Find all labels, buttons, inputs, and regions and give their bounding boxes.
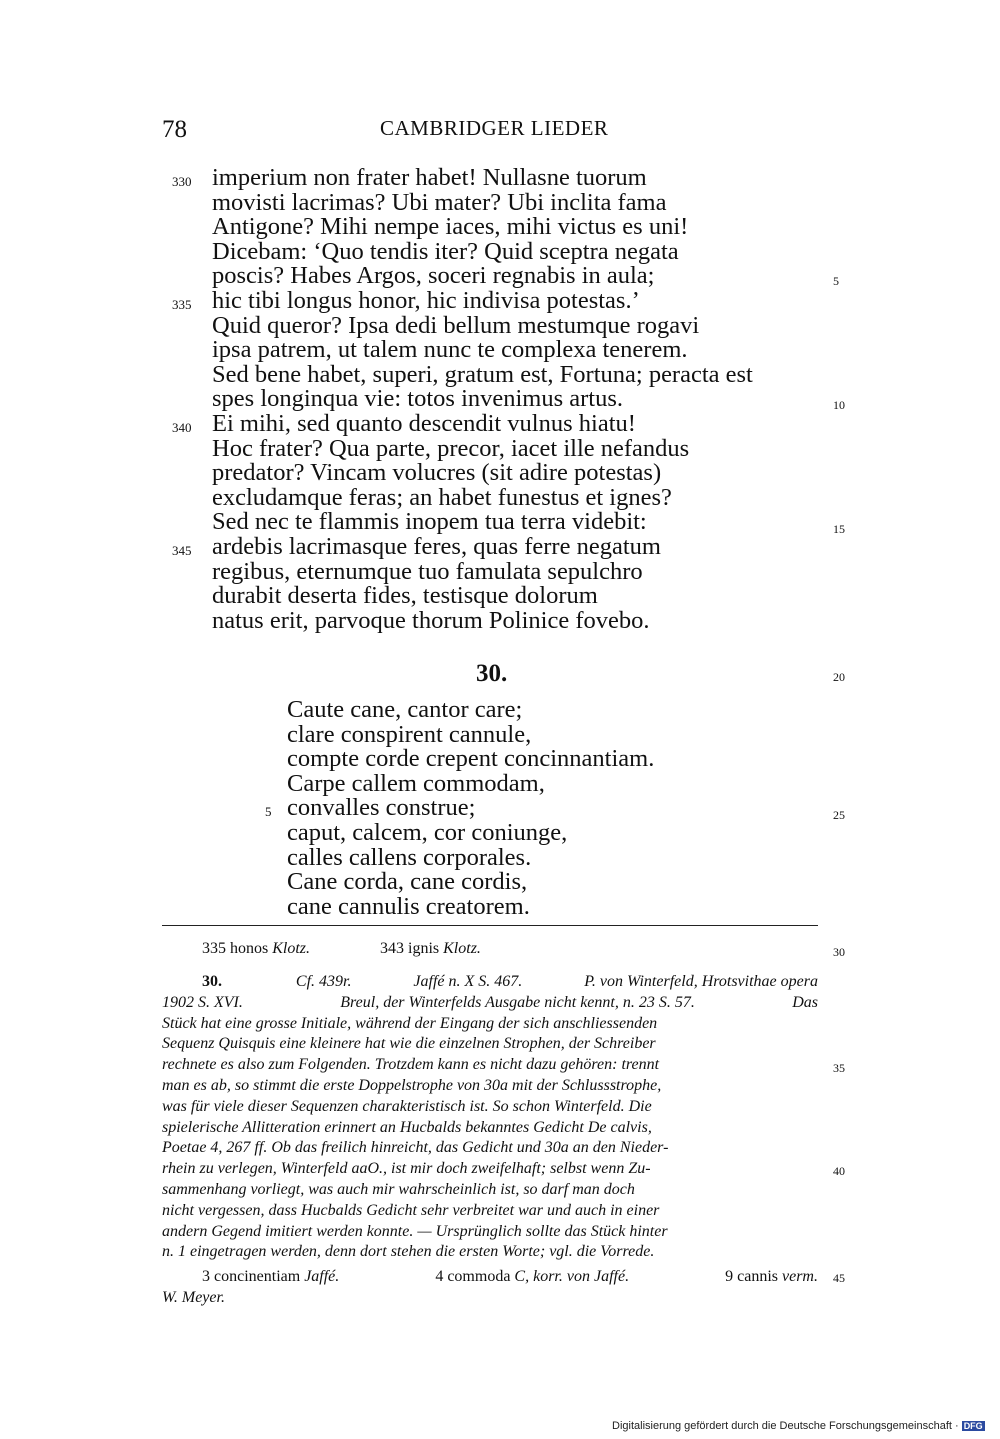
commentary-line: Sequenz Quisquis eine kleinere hat wie die einzelnen Strophen, der Schreiber	[162, 1035, 656, 1053]
margin-number: 25	[833, 808, 845, 822]
verse-line: caput, calcem, cor coniunge,	[287, 818, 568, 846]
verse-line: excludamque feras; an habet funestus et ignes?	[212, 483, 672, 511]
verse-line: clare conspirent cannule,	[287, 720, 532, 748]
verse-line: spes longinqua vie: totos invenimus artus.	[212, 385, 624, 413]
margin-number: 10	[833, 398, 845, 412]
verse-line: compte corde crepent concinnantiam.	[287, 745, 655, 773]
verse-line: Quid queror? Ipsa dedi bellum mestumque rogavi	[212, 311, 700, 339]
verse-line: 345 ardebis lacrimasque feres, quas ferre negatum	[212, 535, 753, 560]
margin-number: 45	[833, 1271, 845, 1285]
margin-number: 40	[833, 1164, 845, 1178]
margin-number: 20	[833, 670, 845, 684]
verse-number: 5	[265, 804, 272, 820]
critical-notes: 3 concinentiam Jaffé. 4 commoda C, korr. von Jaffé. 9 cannis verm. W. Meyer.	[162, 1268, 818, 1306]
poem-29	[172, 164, 753, 634]
verse-line: regibus, eternumque tuo famulata sepulchro	[212, 557, 643, 585]
commentary-line: 1902 S. XVI. Breul, der Winterfelds Ausgabe nicht kennt, n. 23 S. 57. Das	[162, 993, 818, 1011]
verse-line: ipsa patrem, ut talem nunc te complexa tenerem.	[212, 336, 688, 364]
commentary-line: Poetae 4, 267 ff. Ob das freilich hinreicht, das Gedicht und 30a an den Nieder-	[162, 1139, 669, 1157]
verse-line: cane cannulis creatorem.	[287, 892, 530, 920]
verse-line: natus erit, parvoque thorum Polinice fovebo.	[212, 606, 650, 634]
commentary-line: was für viele dieser Sequenzen charakteristisch ist. So schon Winterfeld. Die	[162, 1097, 652, 1115]
apparatus-note-2: 343 ignis Klotz.	[380, 940, 481, 957]
commentary-line: Stück hat eine grosse Initiale, während der Eingang der sich anschliessenden	[162, 1014, 658, 1032]
verse-line: movisti lacrimas? Ubi mater? Ubi inclita fama	[212, 188, 667, 216]
commentary-line: rechnete es also zum Folgenden. Trotzdem kann es nicht dazu gehören: trennt	[162, 1056, 660, 1074]
dfg-logo: DFG	[963, 1421, 983, 1431]
verse-line: 335 hic tibi longus honor, hic indivisa potestas.’	[212, 289, 753, 314]
verse-line: 330 imperium non frater habet! Nullasne tuorum	[212, 166, 753, 191]
verse-line: predator? Vincam volucres (sit adire potestas)	[212, 459, 662, 487]
commentary-line: 30. Cf. 439r. Jaffé n. X S. 467. P. von Winterfeld, Hrotsvithae opera	[202, 973, 818, 990]
verse-line: Caute cane, cantor care;	[287, 696, 523, 723]
verse-line: Dicebam: ‘Quo tendis iter? Quid sceptra negata	[212, 237, 679, 265]
verse-line: 5 convalles construe;	[287, 796, 654, 821]
verse-line: poscis? Habes Argos, soceri regnabis in aula;	[212, 262, 655, 290]
commentary-line: andern Gegend imitiert werden konnte. — Ursprünglich sollte das Stück hinter	[162, 1222, 668, 1240]
verse-number: 340	[172, 419, 192, 435]
verse-line: Sed bene habet, superi, gratum est, Fortuna; peracta est	[212, 360, 753, 388]
commentary-line: n. 1 eingetragen werden, denn dort stehen die ersten Worte; vgl. die Vorrede.	[162, 1243, 655, 1261]
verse-number: 345	[172, 542, 192, 558]
verse-number: 335	[172, 296, 192, 312]
commentary-line: rhein zu verlegen, Winterfeld aaO., ist mir doch zweifelhaft; selbst wenn Zu-	[162, 1160, 651, 1178]
commentary-line: sammenhang vorliegt, was auch mir wahrscheinlich ist, so darf man doch	[162, 1180, 635, 1198]
commentary-line: man es ab, so stimmt die erste Doppelstrophe von 30a mit der Schlussstrophe,	[162, 1076, 662, 1094]
margin-number: 15	[833, 522, 845, 536]
margin-number: 30	[833, 945, 845, 959]
verse-line: Antigone? Mihi nempe iaces, mihi victus es uni!	[212, 213, 689, 241]
poem-30-title: 30.	[476, 660, 508, 687]
verse-line: durabit deserta fides, testisque dolorum	[212, 582, 598, 610]
commentary-line: nicht vergessen, dass Hucbalds Gedicht sehr verbreitet war und auch in einer	[162, 1201, 660, 1219]
poem-30	[265, 696, 655, 920]
commentary-line: spielerische Allitteration erinnert an Hucbalds bekanntes Gedicht De calvis,	[162, 1118, 652, 1136]
commentary	[162, 972, 818, 1263]
page-number: 78	[162, 116, 187, 143]
verse-line: Carpe callem commodam,	[287, 769, 545, 797]
verse-line: Sed nec te flammis inopem tua terra videbit:	[212, 508, 647, 536]
verse-line: calles callens corporales.	[287, 843, 532, 871]
verse-number: 330	[172, 174, 192, 189]
running-title: CAMBRIDGER LIEDER	[380, 116, 609, 140]
margin-number: 35	[833, 1061, 845, 1075]
apparatus-note-1: 335 honos Klotz.	[202, 940, 311, 957]
divider-rule	[162, 925, 818, 926]
footer-credit: Digitalisierung gefördert durch die Deutsche Forschungsgemeinschaft · DFG	[612, 1420, 983, 1432]
verse-line: 340 Ei mihi, sed quanto descendit vulnus hiatu!	[212, 412, 753, 437]
margin-number: 5	[833, 274, 839, 288]
verse-line: Cane corda, cane cordis,	[287, 868, 528, 896]
verse-line: Hoc frater? Qua parte, precor, iacet ille nefandus	[212, 434, 690, 462]
